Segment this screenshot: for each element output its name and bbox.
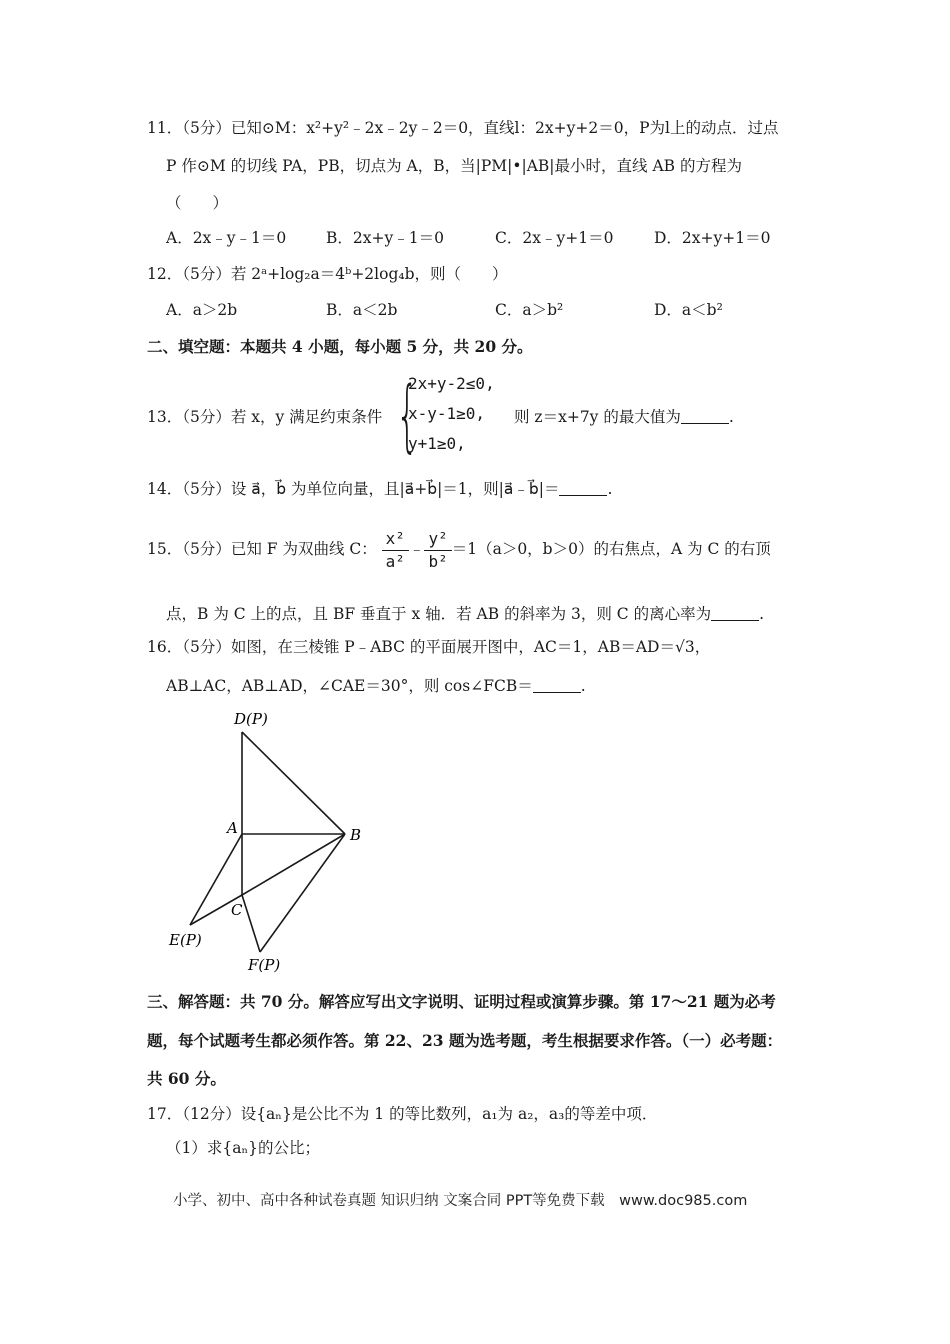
q13-constraint-1: 2x+y-2≤0, — [408, 374, 495, 393]
q17-line2: （1）求{aₙ}的公比； — [166, 1139, 321, 1157]
q14-text: 14．（5分）设 a⃗，b⃗ 为单位向量，且|a⃗+b⃗|＝1，则|a⃗﹣b⃗|＝ — [147, 480, 560, 498]
q12-option-b: B．a＜2b — [326, 301, 398, 319]
edge-cb — [242, 834, 345, 895]
q15-line2-text: 点，B 为 C 上的点，且 BF 垂直于 x 轴．若 AB 的斜率为 3，则 C 的离心率为 — [166, 605, 712, 623]
q16-line1: 16．（5分）如图，在三棱锥 P﹣ABC 的平面展开图中，AC＝1，AB＝AD＝√3， — [147, 638, 711, 656]
q16-line2-text: AB⊥AC，AB⊥AD，∠CAE＝30°，则 cos∠FCB＝ — [166, 677, 533, 695]
answer-blank — [533, 676, 581, 693]
net-diagram — [160, 700, 380, 980]
frac-num: x² — [382, 528, 409, 551]
q14-end: . — [607, 480, 613, 498]
label-b: B — [350, 826, 362, 844]
label-c: C — [231, 901, 243, 919]
section-2-heading: 二、填空题：本题共 4 小题，每小题 5 分，共 20 分。 — [147, 337, 533, 356]
q12-option-c: C．a＞b² — [495, 301, 564, 319]
q15-line1 — [147, 527, 771, 573]
q15-fraction-y — [424, 528, 451, 573]
q11-option-a: A．2x﹣y﹣1＝0 — [166, 229, 287, 247]
answer-blank — [559, 479, 607, 496]
q11-line3: （ ） — [166, 194, 229, 212]
answer-blank — [681, 407, 729, 424]
label-a: A — [227, 819, 238, 837]
q13-constraint-system — [396, 372, 506, 460]
frac-num: y² — [424, 528, 451, 551]
q11-line2: P 作⊙M 的切线 PA，PB，切点为 A，B，当|PM|•|AB|最小时，直线 AB 的方程为 — [166, 157, 742, 175]
q15-fraction-x — [382, 528, 409, 573]
edge-cf — [242, 895, 260, 952]
q12-line1: 12．（5分）若 2ᵃ+log₂a＝4ᵇ+2log₄b，则（ ） — [147, 265, 508, 283]
q13-end: . — [728, 408, 734, 426]
q11-option-d: D．2x+y+1＝0 — [654, 229, 771, 247]
section-3-line3: 共 60 分。 — [147, 1069, 226, 1088]
edge-db — [242, 732, 345, 834]
q14-line — [147, 478, 612, 500]
q15-suffix: ＝1（a＞0，b＞0）的右焦点，A 为 C 的右顶 — [451, 540, 771, 558]
q12-option-d: D．a＜b² — [654, 301, 723, 319]
q15-end: . — [759, 605, 765, 623]
brace-icon: { — [396, 371, 419, 461]
label-d: D(P) — [234, 710, 268, 728]
q13-constraint-3: y+1≥0, — [408, 434, 466, 453]
label-f: F(P) — [248, 956, 281, 974]
edge-fb — [260, 834, 345, 952]
q11-line1: 11．（5分）已知⊙M：x²+y²﹣2x﹣2y﹣2＝0，直线l：2x+y+2＝0，P为l上的动点．过点 — [147, 119, 779, 137]
section-3-line2: 题，每个试题考生都必须作答。第 22、23 题为选考题，考生根据要求作答。（一）必考题： — [147, 1031, 783, 1050]
label-e: E(P) — [169, 931, 202, 949]
q12-option-a: A．a＞2b — [166, 301, 238, 319]
q17-line1: 17．（12分）设{aₙ}是公比不为 1 的等比数列，a₁为 a₂，a₃的等差中项． — [147, 1105, 658, 1123]
q11-option-b: B．2x+y﹣1＝0 — [326, 229, 444, 247]
q13-suffix-text: 则 z＝x+7y 的最大值为 — [514, 408, 681, 426]
q13-prefix: 13．（5分）若 x，y 满足约束条件 — [147, 408, 383, 426]
q11-option-c: C．2x﹣y+1＝0 — [495, 229, 614, 247]
frac-den: b² — [428, 551, 448, 571]
q16-end: . — [580, 677, 586, 695]
q13-suffix — [514, 406, 734, 428]
footer-text: 小学、初中、高中各种试卷真题 知识归纳 文案合同 PPT等免费下载 www.doc985.com — [173, 1193, 748, 1209]
q13-constraint-2: x-y-1≥0, — [408, 404, 486, 423]
minus-sign: ﹣ — [408, 540, 425, 558]
q15-line2 — [166, 603, 764, 625]
q15-prefix: 15．（5分）已知 F 为双曲线 C： — [147, 540, 377, 558]
answer-blank — [711, 604, 759, 621]
section-3-line1: 三、解答题：共 70 分。解答应写出文字说明、证明过程或演算步骤。第 17～21 题为必考 — [147, 992, 776, 1011]
frac-den: a² — [385, 551, 405, 571]
q16-line2 — [166, 675, 586, 697]
